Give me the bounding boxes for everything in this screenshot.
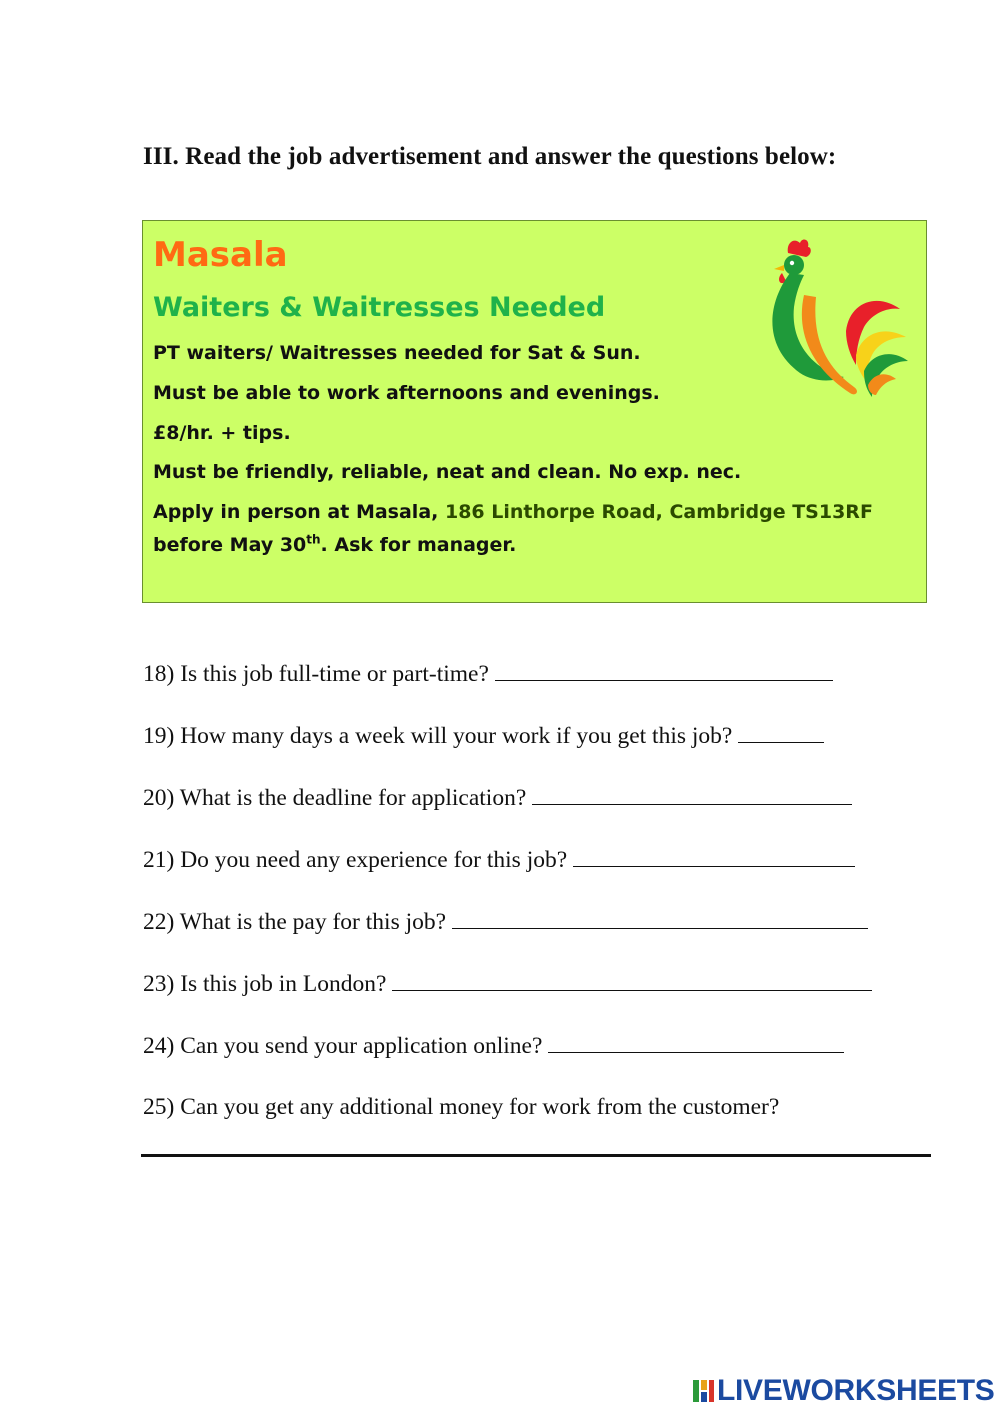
question-23-text: 23) Is this job in London?: [143, 971, 393, 997]
ad-line-schedule: PT waiters/ Waitresses needed for Sat & Sun.: [153, 342, 641, 364]
ad-deadline-sup: th: [306, 532, 321, 547]
question-24: [143, 1032, 844, 1060]
answer-blank-20[interactable]: [532, 784, 852, 805]
question-19-text: 19) How many days a week will your work if you get this job?: [143, 723, 739, 749]
liveworksheets-logo-icon: [693, 1378, 715, 1404]
answer-blank-22[interactable]: [452, 908, 868, 929]
question-22-text: 22) What is the pay for this job?: [143, 909, 452, 935]
question-22: [143, 908, 868, 936]
rooster-icon: [760, 235, 910, 405]
question-18-text: 18) Is this job full-time or part-time?: [143, 661, 495, 687]
answer-blank-25[interactable]: [141, 1154, 931, 1157]
answer-blank-19[interactable]: [738, 722, 824, 743]
question-18: [143, 660, 833, 688]
ad-subtitle: Waiters & Waitresses Needed: [153, 292, 606, 323]
answer-blank-18[interactable]: [495, 660, 833, 681]
question-21: [143, 846, 855, 874]
ad-line-requirements: Must be friendly, reliable, neat and clean. No exp. nec.: [153, 461, 742, 483]
answer-blank-23[interactable]: [392, 970, 872, 991]
question-19: [143, 722, 824, 750]
ad-line-deadline: [153, 534, 516, 556]
job-advertisement: [142, 220, 927, 603]
answer-blank-21[interactable]: [573, 846, 855, 867]
question-25: [143, 1094, 779, 1121]
question-20: [143, 784, 852, 812]
section-heading: III. Read the job advertisement and answer the questions below:: [143, 143, 837, 170]
liveworksheets-logo[interactable]: [693, 1374, 995, 1408]
answer-blank-24[interactable]: [548, 1032, 844, 1053]
ad-line-hours: Must be able to work afternoons and evenings.: [153, 382, 660, 404]
ad-deadline-prefix: before May 30: [153, 534, 307, 556]
ad-deadline-suffix: . Ask for manager.: [320, 534, 517, 556]
ad-apply-prefix: Apply in person at Masala,: [153, 501, 445, 523]
ad-line-apply: [153, 501, 873, 523]
question-25-text: 25) Can you get any additional money for work from the customer?: [143, 1094, 780, 1120]
ad-address: 186 Linthorpe Road, Cambridge TS13RF: [444, 501, 873, 523]
question-20-text: 20) What is the deadline for application?: [143, 785, 533, 811]
question-23: [143, 970, 872, 998]
ad-brand-name: Masala: [153, 235, 288, 275]
ad-line-pay: £8/hr. + tips.: [153, 422, 291, 444]
liveworksheets-logo-text: LIVEWORKSHEETS: [717, 1374, 995, 1407]
question-24-text: 24) Can you send your application online?: [143, 1033, 549, 1059]
question-21-text: 21) Do you need any experience for this job?: [143, 847, 574, 873]
